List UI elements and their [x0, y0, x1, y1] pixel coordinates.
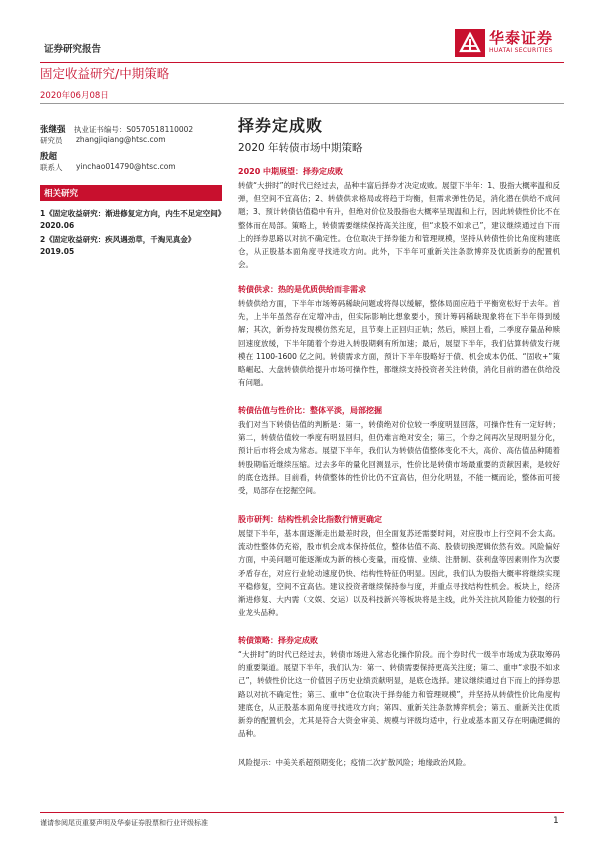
section-body: 转债供给方面，下半年市场筹码稀缺问题或将得以缓解，整体局面应趋于平衡宽松好于去年。首先，上半年虽然存在定增冲击，但实际影响比想象要小，预计筹码稀缺现象将在下半年得到缓解；其次，新券持发现模仿然充足，且节奏上正回归正轨；然后，赎回上看，二季度存量品种赎回速度放缓，下半年随着个券进入转股期剩有所加速；最后，展望下半年，我们估算转债发行规模在 1100-1600 亿之间。转债需求方面，预计下半年股略好于债、机会成本仍低、“固收+”策略崛起、大盘转债供给提升市场可操作性，都继续支持投资者关注转债，消化目前的潜在供给没有问题。 — [238, 299, 560, 388]
section-body: 我们对当下转债估值的判断是：第一，转债绝对价位较一季度明显回落，可操作性有一定好转；第二，转债估值较一季度有明显回归，但仍难言绝对安全；第三，个券之间再次呈现明显分化，预计后市将会成为常态。展望下半年，我们认为转债估值整体变化不大，高价、高估值品种随着转股期临近继续压缩。过去多年的量化回测显示，性价比是转债市场最重要的贡献因素，是较好的底仓选择。目前看，转债整体的性价比仍不宜高估，但分化明显，不能一概而论，整体而可接受，局部存在挖掘空间。 — [238, 420, 560, 496]
logo-name-en: HUATAI SECURITIES — [489, 47, 553, 54]
section-heading: 2020 中期展望：择券定成败 — [238, 167, 344, 176]
analyst-label: 联系人 — [40, 163, 63, 172]
report-type: 固定收益研究/中期策略 — [40, 66, 170, 81]
page-title: 择券定成败 — [238, 116, 324, 135]
header-rule — [40, 62, 564, 63]
related-research-item[interactable]: 1《固定收益研究：渐进修复定方向，内生不足定空间》2020.06 — [40, 209, 222, 230]
section-heading: 转债估值与性价比：整体平淡，局部挖掘 — [238, 406, 382, 415]
page-subtitle: 2020 年转债市场中期策略 — [238, 142, 363, 154]
report-date: 2020年06月08日 — [40, 91, 109, 101]
analyst-name: 张继强 — [40, 125, 66, 135]
section-body: 转债“大拼时”的时代已经过去，品种丰富后择券才决定成败。展望下半年：1、股指大概率温和反弹，但空间不宜高估；2、转债供求格局或将趋于均衡，但需求弹性仍足，消化潜在供给不成问题；3、预计转债估值稳中有升，但绝对价位及股指也大概率呈现温和上行，因此转债性价比不在整体而在局部。策略上，转债需要继续保持高关注度，但“求股不如求己”，建议继续通过自下而上的择券思路以对抗不确定性。仓位取决于择券能力和管理规模，坚持从转债性价比角度构建底仓，从正股基本面角度寻找进攻方向。此外，下半年可重新关注条款博弈及优质新券的配置机会。 — [238, 181, 560, 270]
risk-warning: 风险提示：中美关系超预期变化；疫情二次扩散风险；地缘政治风险。 — [238, 758, 471, 767]
related-research-heading: 相关研究 — [40, 185, 222, 201]
report-category-label: 证券研究报告 — [44, 44, 102, 55]
analyst-row — [40, 123, 193, 135]
section-heading: 转债策略：择券定成败 — [238, 636, 318, 645]
section-heading: 转债供求：热的是优质供给而非需求 — [238, 285, 366, 294]
analyst-row — [40, 135, 166, 146]
logo-mark-icon — [455, 29, 485, 57]
analyst-label: 执业证书编号： — [73, 125, 127, 134]
analyst-row — [40, 150, 57, 162]
footer-rule — [40, 812, 564, 813]
section-heading: 股市研判：结构性机会比指数行情更确定 — [238, 515, 382, 524]
footer-disclaimer: 谨请参阅尾页重要声明及华泰证券股票和行业评级标准 — [40, 819, 208, 827]
company-logo — [455, 27, 565, 61]
logo-name-cn: 华泰证券 — [489, 29, 554, 47]
analyst-name: 殷超 — [40, 152, 58, 162]
analyst-row — [40, 162, 176, 173]
analyst-label: 研究员 — [40, 136, 63, 145]
analyst-email-link[interactable]: yinchao014790@htsc.com — [76, 162, 176, 171]
related-research-item[interactable]: 2《固定收益研究：疾风遇劲草，千淘见真金》2019.05 — [40, 235, 196, 256]
page-number: 1 — [553, 816, 559, 826]
header-sub-rule — [40, 103, 564, 104]
analyst-value: S0570518110002 — [126, 125, 194, 134]
analyst-email-link[interactable]: zhangjiqiang@htsc.com — [76, 135, 166, 144]
section-body: 展望下半年，基本面逐渐走出最差时段，但全面复苏还需要时间，对应股市上行空间不会太高。流动性整体仍充裕，股市机会成本保持低位，整体估值不高、股债切换逻辑依然有效。风险偏好方面，中美问题可能逐渐成为新的核心变量，而疫情、业绩、注册制、获利盘等因素则作为次要矛盾存在，对应行业轮动速度仍快、结构性特征仍明显。因此，我们认为股指大概率将继续实现平稳修复，空间不宜高估。建议投资者继续保持参与度，并重点寻找结构性机会。板块上，经济渐进修复、大内需（文娱、交运）以及科技新兴等板块将是主线，此外关注抗风险能力较强的行业龙头品种。 — [238, 529, 560, 618]
section-body: “大拼时”的时代已经过去，转债市场进入常态化操作阶段。而个券时代一级半市场成为获取筹码的重要渠道。展望下半年，我们认为：第一、转债需要保持更高关注度；第二、重申“求股不如求己”，转债性价比这一价值因子历史业绩贡献明显，是底仓选择。建议继续通过自下而上的择券思路以对抗不确定性；第三、重申“仓位取决于择券能力和管理规模”，并坚持从转债性价比角度构建底仓，从正股基本面角度寻找进攻方向；第四、重新关注条款博弈机会；第五、重新关注优质新券的配置机会，尤其是符合大资金审美、规模与评级均适中，行业或基本面又存在明确逻辑的品种。 — [238, 650, 560, 739]
